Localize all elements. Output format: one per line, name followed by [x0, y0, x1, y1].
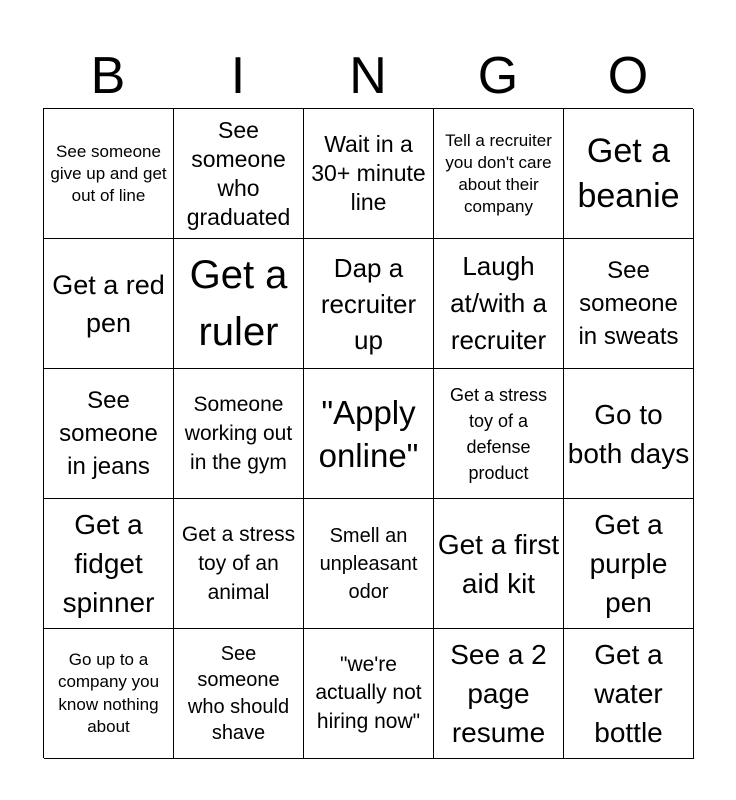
cell-text: See someone who should shave — [187, 642, 290, 744]
bingo-cell[interactable] — [44, 109, 174, 239]
cell-text: Get a purple pen — [589, 509, 668, 618]
bingo-cell[interactable] — [174, 369, 304, 499]
bingo-cell[interactable] — [44, 239, 174, 369]
bingo-cell[interactable] — [304, 239, 434, 369]
bingo-cell[interactable] — [304, 369, 434, 499]
bingo-cell[interactable] — [434, 629, 564, 759]
bingo-cell[interactable] — [564, 109, 694, 239]
cell-text: Dap a recruiter up — [320, 252, 417, 355]
bingo-cell[interactable] — [44, 499, 174, 629]
cell-text: See someone give up and get out of line — [50, 141, 167, 205]
bingo-cell[interactable] — [434, 109, 564, 239]
cell-text: See someone who graduated — [186, 116, 291, 230]
cell-text: See a 2 page resume — [450, 639, 547, 748]
bingo-cell[interactable] — [174, 499, 304, 629]
cell-text: Wait in a 30+ minute line — [311, 131, 426, 215]
bingo-cell[interactable] — [44, 629, 174, 759]
bingo-cell[interactable] — [564, 239, 694, 369]
bingo-cell[interactable] — [564, 629, 694, 759]
cell-text: See someone in sweats — [578, 257, 679, 350]
bingo-cell[interactable] — [434, 239, 564, 369]
bingo-cell[interactable] — [44, 369, 174, 499]
header-letter-g: G — [477, 47, 519, 105]
bingo-cell[interactable] — [174, 629, 304, 759]
cell-text: Get a stress toy of an animal — [181, 523, 296, 604]
cell-text: See someone in jeans — [59, 387, 158, 480]
bingo-header — [43, 44, 693, 108]
bingo-cell[interactable] — [564, 499, 694, 629]
cell-text: Get a beanie — [577, 131, 680, 215]
cell-text: Get a stress toy of a defense product — [449, 384, 548, 483]
header-letter-b: B — [90, 47, 126, 105]
header-letter-o: O — [607, 47, 649, 105]
bingo-cell[interactable] — [304, 499, 434, 629]
cell-text: Go to both days — [567, 398, 690, 469]
cell-text: Get a first aid kit — [437, 528, 560, 599]
bingo-cell[interactable] — [434, 499, 564, 629]
header-letter-n: N — [349, 47, 387, 105]
bingo-cell[interactable] — [564, 369, 694, 499]
bingo-cell[interactable] — [174, 109, 304, 239]
bingo-cell[interactable] — [174, 239, 304, 369]
cell-text: Get a fidget spinner — [62, 509, 155, 618]
cell-text: Go up to a company you know nothing about — [57, 649, 160, 736]
cell-text: "Apply online" — [318, 393, 419, 474]
bingo-cell[interactable] — [434, 369, 564, 499]
bingo-cell[interactable] — [304, 109, 434, 239]
cell-text: Get a ruler — [189, 252, 288, 354]
cell-text: Laugh at/with a recruiter — [450, 251, 547, 355]
cell-text: Someone working out in the gym — [184, 393, 293, 474]
cell-text: Get a red pen — [52, 269, 165, 338]
bingo-cell[interactable] — [304, 629, 434, 759]
cell-text: Get a water bottle — [594, 639, 663, 748]
cell-text: Smell an unpleasant odor — [319, 524, 418, 603]
header-letter-i: I — [230, 47, 246, 105]
bingo-card-grid — [43, 108, 693, 758]
cell-text: Tell a recruiter you don't care about their company — [445, 130, 552, 216]
cell-text: "we're actually not hiring now" — [315, 652, 422, 733]
